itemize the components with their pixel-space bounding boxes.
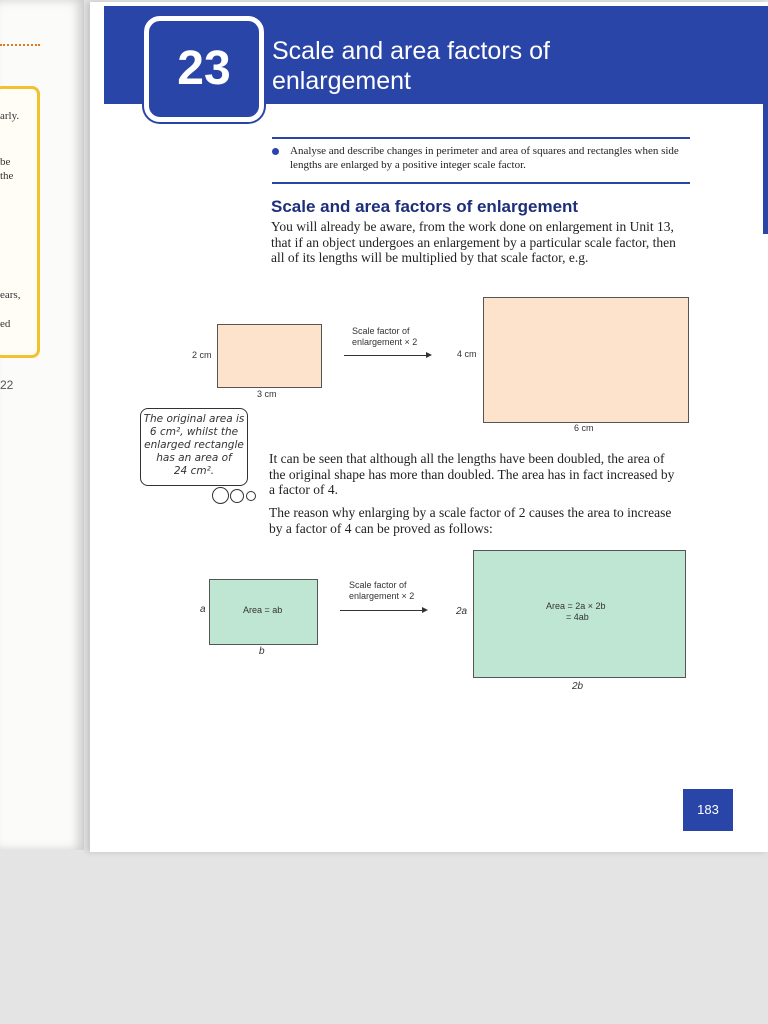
scale-factor2-label-line1: Scale factor of (349, 580, 407, 590)
learning-objective: Analyse and describe changes in perimeter and area of squares and rectangles when side lengths are enlarged by a positive integer scale factor. (290, 145, 679, 171)
left-fragment-5: ed (0, 318, 11, 330)
thought-circle-medium (230, 489, 244, 503)
small-green-width-label: b (259, 646, 265, 657)
section-heading: Scale and area factors of enlargement (271, 197, 579, 216)
enlargement-arrow-shaft (344, 355, 426, 356)
large-rect-height-label: 4 cm (457, 349, 477, 359)
large-green-width-label: 2b (572, 681, 584, 692)
thought-circle-small (246, 491, 256, 501)
scale-factor-label-line1: Scale factor of (352, 326, 410, 336)
left-fragment-3: the (0, 170, 14, 182)
left-fragment-4: ears, (0, 289, 21, 301)
small-rect-width-label: 3 cm (257, 389, 277, 399)
thought-circle-large (212, 487, 229, 504)
small-area-label: Area = ab (243, 605, 283, 615)
bubble-line3: enlarged rectangle (144, 439, 244, 451)
scale-factor-label-line2: enlargement × 2 (352, 337, 418, 347)
enlarged-rectangle (483, 297, 689, 423)
scale-factor2-label-line2: enlargement × 2 (349, 591, 415, 601)
original-rectangle (217, 324, 322, 388)
unit-number-badge: 23 (144, 16, 264, 122)
enlargement-arrow2-shaft (340, 610, 422, 611)
observation-paragraph: It can be seen that although all the lengths have been doubled, the area of the original shape has more than doubled. The area has in fact increased by a factor of 4. (269, 451, 675, 497)
small-rect-height-label: 2 cm (192, 350, 212, 360)
intro-paragraph: You will already be aware, from the work done on enlargement in Unit 13, that if an object undergoes an enlargement by a particular scale factor, then all of its lengths will be multiplied by that scale factor, e.g. (271, 219, 676, 265)
page-number: 183 (683, 789, 733, 831)
left-fragment-1: arly. (0, 110, 20, 122)
large-area-label-line1: Area = 2a × 2b (546, 601, 606, 611)
reason-paragraph: The reason why enlarging by a scale factor of 2 causes the area to increase by a factor of 4 can be proved as follows: (269, 505, 672, 536)
arrow-right-icon (426, 352, 432, 358)
page-edge-strip (763, 8, 768, 234)
large-green-height-label: 2a (456, 606, 468, 617)
bullet-icon (272, 148, 279, 155)
bubble-line4: has an area of (156, 452, 232, 464)
left-page-number: 22 (0, 378, 14, 392)
chapter-title-line2: enlargement (272, 67, 411, 95)
chapter-title (272, 36, 652, 96)
chapter-title-line1: Scale and area factors of (272, 37, 550, 65)
objective-rule-bottom (272, 182, 690, 184)
bubble-line5: 24 cm². (173, 465, 215, 477)
left-page-dotted-rule (0, 44, 40, 46)
small-green-height-label: a (200, 604, 206, 615)
large-area-label-line2: = 4ab (566, 612, 589, 622)
left-fragment-2: be (0, 156, 11, 168)
objective-rule-top (272, 137, 690, 139)
bubble-line1: The original area is (143, 413, 245, 425)
large-rect-width-label: 6 cm (574, 423, 594, 433)
arrow-right-icon (422, 607, 428, 613)
thought-bubble (140, 408, 248, 486)
bubble-line2: 6 cm², whilst the (149, 426, 239, 438)
